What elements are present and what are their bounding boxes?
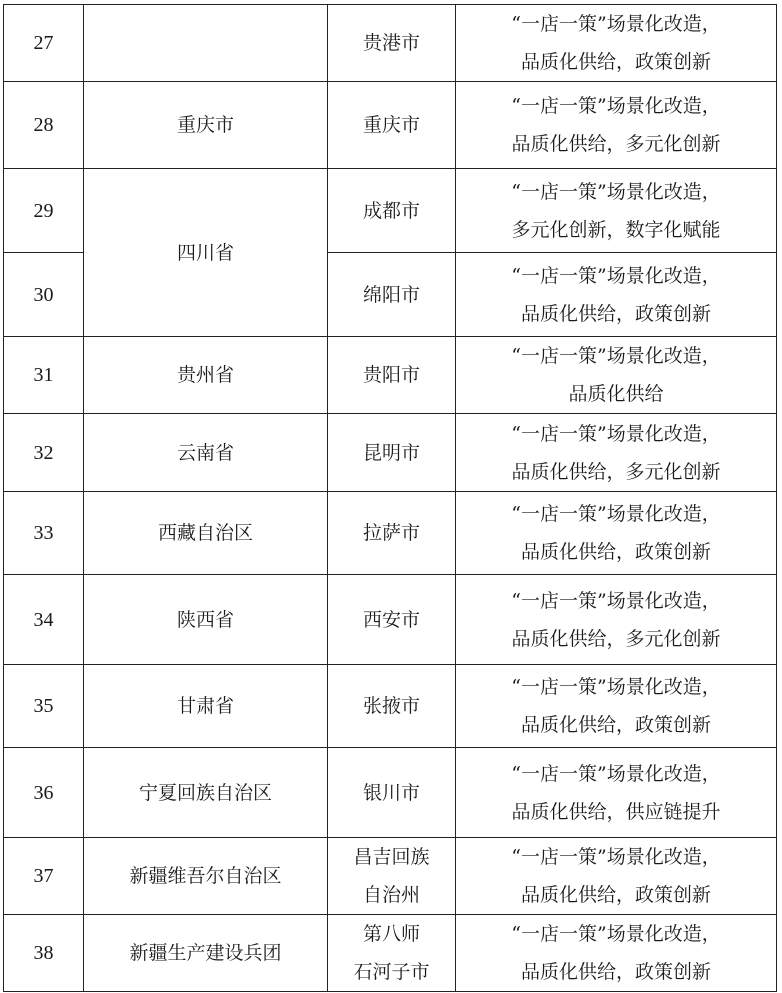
province-cell: 云南省: [84, 414, 328, 492]
measures-cell: [456, 492, 777, 575]
city-line: 昆明市: [362, 441, 420, 464]
table-row: [4, 492, 777, 575]
row-number: 32: [4, 414, 84, 492]
measures-line: 多元化创新，数字化赋能: [511, 218, 721, 241]
province-cell: 甘肃省: [84, 665, 328, 748]
city-cell: [328, 665, 456, 748]
measures-cell: [456, 5, 777, 82]
measures-cell: [456, 748, 777, 838]
measures-cell: [456, 253, 777, 337]
measures-line: “一店一策”场景化改造，: [511, 95, 721, 117]
city-line: 张掖市: [362, 695, 420, 717]
measures-line: “一店一策”场景化改造，: [511, 345, 721, 367]
city-line: 银川市: [362, 781, 420, 804]
province-cell: [84, 5, 328, 82]
table-row: [4, 5, 777, 82]
city-line: 拉萨市: [362, 522, 420, 544]
city-cell: [328, 414, 456, 492]
city-line: 昌吉回族: [353, 846, 430, 868]
pilot-city-table: [3, 4, 777, 992]
table-row: [4, 169, 777, 253]
province-cell: 宁夏回族自治区: [84, 748, 328, 838]
measures-line: “一店一策”场景化改造，: [511, 503, 721, 525]
city-cell: [328, 169, 456, 253]
row-number: 33: [4, 492, 84, 575]
table-row: [4, 414, 777, 492]
measures-cell: [456, 915, 777, 992]
city-line: 绵阳市: [362, 283, 420, 306]
province-cell: 新疆生产建设兵团: [84, 915, 328, 992]
city-line: 贵阳市: [362, 364, 420, 386]
measures-line: 品质化供给，政策创新: [520, 884, 711, 906]
measures-line: “一店一策”场景化改造，: [511, 13, 721, 35]
city-line: 重庆市: [362, 114, 420, 136]
measures-line: 品质化供给，多元化创新: [511, 133, 721, 155]
measures-cell: [456, 838, 777, 915]
table-row: [4, 748, 777, 838]
measures-cell: [456, 82, 777, 169]
measures-line: 品质化供给，多元化创新: [511, 627, 721, 650]
province-cell: 西藏自治区: [84, 492, 328, 575]
measures-cell: [456, 665, 777, 748]
province-cell: 陕西省: [84, 575, 328, 665]
province-cell: 重庆市: [84, 82, 328, 169]
city-cell: [328, 253, 456, 337]
table-row: [4, 337, 777, 414]
measures-line: “一店一策”场景化改造，: [511, 422, 721, 445]
row-number: 38: [4, 915, 84, 992]
city-line: 石河子市: [353, 961, 430, 983]
measures-cell: [456, 575, 777, 665]
table-row: [4, 665, 777, 748]
row-number: 28: [4, 82, 84, 169]
measures-line: 品质化供给，供应链提升: [511, 800, 721, 823]
city-line: 贵港市: [362, 32, 420, 54]
measures-line: “一店一策”场景化改造，: [511, 264, 721, 287]
city-cell: [328, 748, 456, 838]
row-number: 30: [4, 253, 84, 337]
measures-line: 品质化供给，多元化创新: [511, 460, 721, 483]
row-number: 29: [4, 169, 84, 253]
row-number: 35: [4, 665, 84, 748]
measures-line: 品质化供给，政策创新: [520, 541, 711, 563]
row-number: 34: [4, 575, 84, 665]
table-row: [4, 575, 777, 665]
city-cell: [328, 492, 456, 575]
row-number: 36: [4, 748, 84, 838]
measures-line: “一店一策”场景化改造，: [511, 180, 721, 203]
city-line: 第八师: [362, 923, 420, 945]
table-row: [4, 915, 777, 992]
measures-line: “一店一策”场景化改造，: [511, 762, 721, 785]
city-line: 自治州: [362, 884, 420, 906]
city-cell: [328, 575, 456, 665]
measures-line: 品质化供给，政策创新: [520, 961, 711, 983]
row-number: 27: [4, 5, 84, 82]
city-line: 成都市: [362, 199, 420, 222]
city-cell: [328, 5, 456, 82]
measures-line: “一店一策”场景化改造，: [511, 846, 721, 868]
measures-cell: [456, 169, 777, 253]
city-line: 西安市: [362, 608, 420, 631]
measures-cell: [456, 414, 777, 492]
row-number: 31: [4, 337, 84, 414]
city-cell: [328, 82, 456, 169]
city-cell: [328, 915, 456, 992]
measures-line: “一店一策”场景化改造，: [511, 923, 721, 945]
measures-line: 品质化供给，政策创新: [520, 714, 711, 736]
measures-line: 品质化供给: [568, 383, 664, 405]
table-row: [4, 838, 777, 915]
measures-line: “一店一策”场景化改造，: [511, 589, 721, 612]
measures-line: 品质化供给，政策创新: [520, 302, 711, 325]
province-cell: 四川省: [84, 169, 328, 337]
row-number: 37: [4, 838, 84, 915]
province-cell: 贵州省: [84, 337, 328, 414]
measures-line: “一店一策”场景化改造，: [511, 676, 721, 698]
city-cell: [328, 337, 456, 414]
measures-cell: [456, 337, 777, 414]
province-cell: 新疆维吾尔自治区: [84, 838, 328, 915]
measures-line: 品质化供给，政策创新: [520, 51, 711, 73]
table-row: [4, 82, 777, 169]
city-cell: [328, 838, 456, 915]
